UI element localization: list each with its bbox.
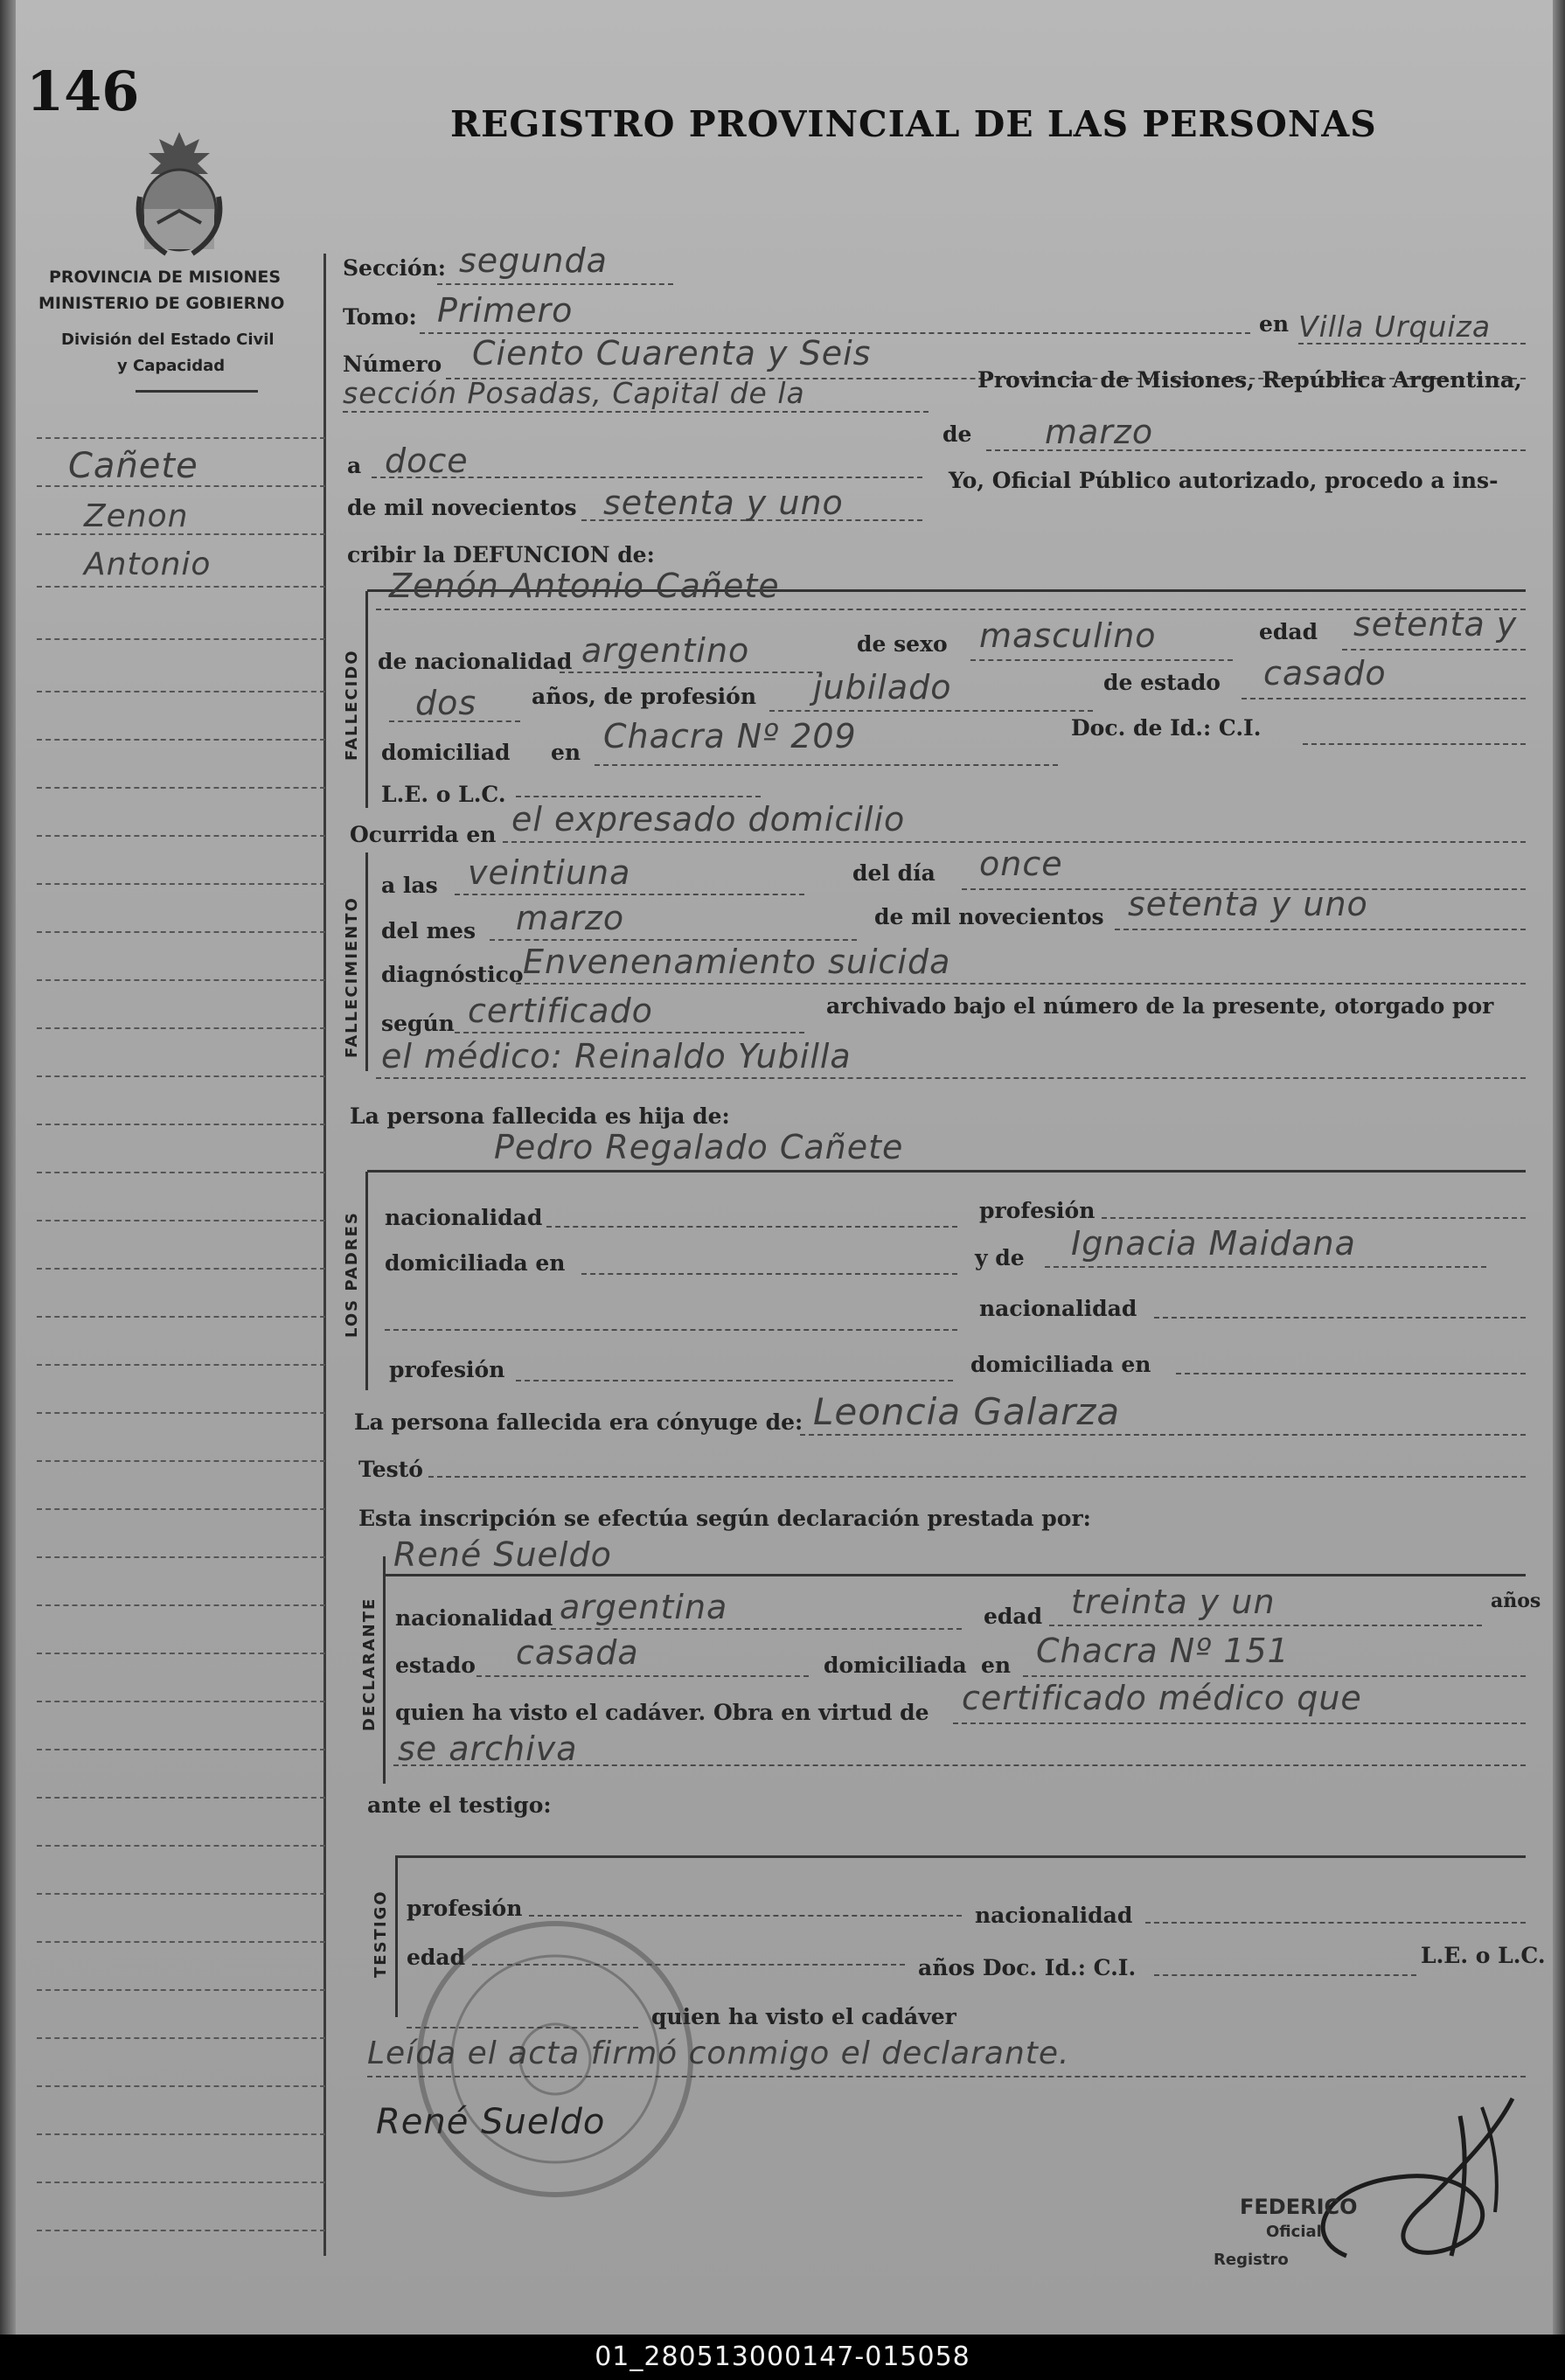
fallecimiento-side-label: FALLECIMIENTO bbox=[343, 896, 361, 1058]
declarante-anos-label: años bbox=[1491, 1590, 1541, 1612]
a-las-label: a las bbox=[381, 873, 438, 898]
de-mil-2-label: de mil novecientos bbox=[874, 904, 1104, 929]
seccion-lugar-line bbox=[343, 411, 929, 413]
en-dom-label: en bbox=[551, 740, 581, 765]
padre-nacionalidad-line bbox=[546, 1226, 957, 1228]
fallecido-side-label: FALLECIDO bbox=[343, 649, 361, 761]
seccion-value: segunda bbox=[459, 241, 608, 280]
fallecimiento-bracket bbox=[365, 852, 368, 1071]
tomo-label: Tomo: bbox=[343, 304, 417, 330]
declarante-domicilio-line bbox=[1023, 1675, 1526, 1677]
madre-line bbox=[1045, 1266, 1486, 1268]
medico-value: el médico: Reinaldo Yubilla bbox=[381, 1037, 852, 1075]
archivado-label: archivado bajo el número de la presente, otorgado por bbox=[826, 993, 1494, 1019]
del-mes-line bbox=[490, 939, 857, 941]
segun-label: según bbox=[381, 1011, 455, 1036]
provincia-label: Provincia de Misiones, República Argentina, bbox=[977, 367, 1522, 393]
yo-label: Yo, Oficial Público autorizado, procedo a ins- bbox=[949, 468, 1499, 493]
stamp-text-3: Registro bbox=[1214, 2251, 1289, 2269]
declarant-signature: René Sueldo bbox=[376, 2102, 606, 2142]
de-mes-value: marzo bbox=[1045, 413, 1154, 451]
declarante-nacionalidad-label: nacionalidad bbox=[395, 1605, 553, 1631]
seccion-lugar-value: sección Posadas, Capital de la bbox=[343, 376, 805, 410]
hora-value: veintiuna bbox=[468, 853, 631, 892]
margin-name-surname: Cañete bbox=[68, 446, 198, 486]
division-label: División del Estado Civil bbox=[61, 331, 275, 349]
declarante-en-label: en bbox=[981, 1653, 1012, 1678]
diagnostico-line bbox=[516, 983, 1526, 985]
official-signature bbox=[1294, 2081, 1548, 2282]
padres-side-label: LOS PADRES bbox=[343, 1211, 361, 1338]
padre-profesion-line bbox=[1102, 1217, 1526, 1219]
conyuge-label: La persona fallecida era cónyuge de: bbox=[354, 1409, 803, 1435]
margin-name-second: Antonio bbox=[84, 546, 212, 582]
madre-nacionalidad-label: nacionalidad bbox=[979, 1296, 1137, 1321]
nacionalidad-value: argentino bbox=[581, 631, 750, 670]
padre-rule bbox=[367, 1170, 1526, 1173]
domiciliad-label: domiciliad bbox=[381, 740, 511, 765]
anos-profesion-label: años, de profesión bbox=[532, 684, 757, 709]
testigo-rule bbox=[398, 1855, 1526, 1858]
testigo-anos-doc-label: años Doc. Id.: C.I. bbox=[918, 1955, 1137, 1980]
madre-value: Ignacia Maidana bbox=[1071, 1224, 1356, 1263]
declarante-nacionalidad-line bbox=[551, 1628, 962, 1630]
testigo-side-label: TESTIGO bbox=[372, 1889, 390, 1978]
tomo-value: Primero bbox=[437, 291, 574, 330]
testigo-le-lc-label: L.E. o L.C. bbox=[1421, 1943, 1546, 1968]
testo-line bbox=[428, 1476, 1526, 1478]
page-number: 146 bbox=[26, 59, 140, 123]
ocurrida-label: Ocurrida en bbox=[350, 822, 497, 847]
testigo-profesion-label: profesión bbox=[407, 1896, 523, 1921]
margin-name-first: Zenon bbox=[84, 498, 189, 534]
madre-domicilio-line bbox=[1176, 1373, 1526, 1374]
edad-label: edad bbox=[1259, 619, 1318, 644]
a-las-line bbox=[455, 894, 804, 895]
testigo-ci-line bbox=[1154, 1974, 1416, 1976]
testigo-bracket bbox=[395, 1855, 398, 2017]
anio-line bbox=[1115, 929, 1526, 930]
declarante-estado-label: estado bbox=[395, 1653, 476, 1678]
declarante-value: René Sueldo bbox=[393, 1535, 612, 1574]
diagnostico-value: Envenenamiento suicida bbox=[523, 943, 951, 981]
segun-line bbox=[455, 1032, 804, 1033]
declarante-nacionalidad-value: argentina bbox=[560, 1588, 728, 1626]
padre-value: Pedro Regalado Cañete bbox=[494, 1128, 904, 1166]
testigo-nacionalidad-line bbox=[1145, 1922, 1526, 1924]
testigo-edad-label: edad bbox=[407, 1945, 466, 1970]
del-dia-label: del día bbox=[852, 860, 936, 886]
en-value: Villa Urquiza bbox=[1298, 310, 1492, 344]
le-lc-label: L.E. o L.C. bbox=[381, 782, 506, 807]
footer-caption: 01_280513000147-015058 bbox=[0, 2335, 1565, 2380]
declarante-obra-value-1: certificado médico que bbox=[962, 1679, 1362, 1717]
de-mil-value: setenta y uno bbox=[603, 484, 844, 522]
a-dia-value: doce bbox=[385, 442, 469, 480]
declarante-obra-value-2: se archiva bbox=[398, 1729, 578, 1768]
domicilio-value: Chacra Nº 209 bbox=[603, 717, 857, 755]
de-sexo-line bbox=[970, 659, 1233, 661]
de-mil-label: de mil novecientos bbox=[347, 495, 577, 520]
padre-domicilio-label: domiciliada en bbox=[385, 1250, 566, 1276]
del-mes-label: del mes bbox=[381, 918, 476, 943]
segun-value: certificado bbox=[468, 992, 653, 1030]
page-title: REGISTRO PROVINCIAL DE LAS PERSONAS bbox=[450, 103, 1377, 145]
padre-nacionalidad-label: nacionalidad bbox=[385, 1205, 543, 1230]
ministry-label: MINISTERIO DE GOBIERNO bbox=[38, 294, 285, 313]
madre-profesion-line bbox=[516, 1380, 953, 1381]
edad-value-2: dos bbox=[415, 684, 477, 722]
madre-nacionalidad-line bbox=[1154, 1317, 1526, 1319]
profesion-value: jubilado bbox=[813, 668, 952, 706]
declarante-obra-line bbox=[953, 1722, 1526, 1724]
mes-value: marzo bbox=[516, 899, 625, 937]
nacionalidad-line bbox=[560, 672, 822, 673]
hija-de-label: La persona fallecida es hija de: bbox=[350, 1103, 730, 1129]
madre-profesion-label: profesión bbox=[389, 1357, 505, 1382]
notary-seal-stamp bbox=[411, 1915, 699, 2203]
a-label: a bbox=[347, 453, 362, 478]
le-lc-line bbox=[516, 796, 761, 797]
doc-id-label: Doc. de Id.: C.I. bbox=[1071, 715, 1262, 741]
declarante-edad-label: edad bbox=[984, 1604, 1043, 1629]
dia-value: once bbox=[979, 845, 1063, 883]
declarante-estado-line bbox=[476, 1675, 809, 1677]
diagnostico-label: diagnóstico bbox=[381, 962, 524, 987]
declarante-obra-line-2 bbox=[393, 1764, 1526, 1766]
numero-label: Número bbox=[343, 351, 442, 377]
stamp-text-2: Oficial bbox=[1266, 2223, 1322, 2241]
declarante-side-label: DECLARANTE bbox=[360, 1597, 379, 1731]
edad-value-1: setenta y bbox=[1353, 605, 1518, 644]
estado-line bbox=[1242, 698, 1526, 699]
stamp-text: FEDERICO bbox=[1240, 2195, 1358, 2219]
declarante-domiciliada-label: domiciliada bbox=[824, 1653, 967, 1678]
estado-value: casado bbox=[1263, 654, 1387, 692]
domicilio-line bbox=[595, 764, 1058, 766]
leida-value: Leída el acta firmó conmigo el declarante. bbox=[367, 2036, 1070, 2071]
declarante-domicilio-value: Chacra Nº 151 bbox=[1036, 1632, 1290, 1670]
de-sexo-label: de sexo bbox=[857, 631, 948, 657]
deceased-name-value: Zenón Antonio Cañete bbox=[389, 567, 780, 605]
fallecido-bracket bbox=[365, 591, 368, 808]
testo-label: Testó bbox=[358, 1457, 423, 1482]
declarante-edad-line bbox=[1049, 1625, 1482, 1626]
declarante-rule bbox=[385, 1574, 1526, 1576]
de-label: de bbox=[942, 421, 972, 447]
en-label: en bbox=[1259, 311, 1290, 337]
declarante-bracket bbox=[383, 1556, 386, 1784]
testigo-nacionalidad-label: nacionalidad bbox=[975, 1903, 1133, 1928]
padre-profesion-label: profesión bbox=[979, 1198, 1096, 1223]
conyuge-line bbox=[800, 1434, 1526, 1436]
sexo-value: masculino bbox=[979, 616, 1157, 655]
division-label-2: y Capacidad bbox=[117, 357, 226, 375]
y-de-label: y de bbox=[975, 1245, 1025, 1270]
ocurrida-value: el expresado domicilio bbox=[511, 800, 906, 839]
declarante-edad-value: treinta y un bbox=[1071, 1583, 1276, 1621]
madre-domicilio-label: domiciliada en bbox=[970, 1352, 1151, 1377]
declarante-quien-label: quien ha visto el cadáver. Obra en virtud de bbox=[395, 1700, 929, 1725]
seccion-label: Sección: bbox=[343, 255, 446, 281]
ocurrida-line bbox=[503, 841, 1526, 843]
edad-2-line bbox=[389, 720, 520, 722]
nacionalidad-label: de nacionalidad bbox=[378, 649, 573, 674]
de-estado-label: de estado bbox=[1103, 670, 1221, 695]
doc-id-line bbox=[1303, 743, 1526, 745]
padre-domicilio-line bbox=[581, 1273, 957, 1275]
ante-testigo-label: ante el testigo: bbox=[367, 1792, 552, 1818]
padre-extra-line bbox=[385, 1329, 957, 1331]
province-label: PROVINCIA DE MISIONES bbox=[49, 268, 282, 287]
medico-line bbox=[376, 1077, 1526, 1079]
profesion-line bbox=[769, 710, 1093, 712]
declarante-estado-value: casada bbox=[516, 1633, 639, 1672]
cribir-label: cribir la DEFUNCION de: bbox=[347, 542, 655, 567]
margin-column-rules bbox=[37, 0, 325, 2335]
numero-value: Ciento Cuarenta y Seis bbox=[472, 334, 872, 372]
edad-line bbox=[1342, 649, 1526, 651]
inscripcion-label: Esta inscripción se efectúa según declaración prestada por: bbox=[358, 1506, 1091, 1531]
padres-bracket bbox=[365, 1172, 368, 1390]
seccion-line bbox=[437, 283, 673, 285]
conyuge-value: Leoncia Galarza bbox=[813, 1390, 1121, 1433]
anio-value: setenta y uno bbox=[1128, 885, 1368, 923]
testigo-quien-label: quien ha visto el cadáver bbox=[651, 2004, 956, 2029]
